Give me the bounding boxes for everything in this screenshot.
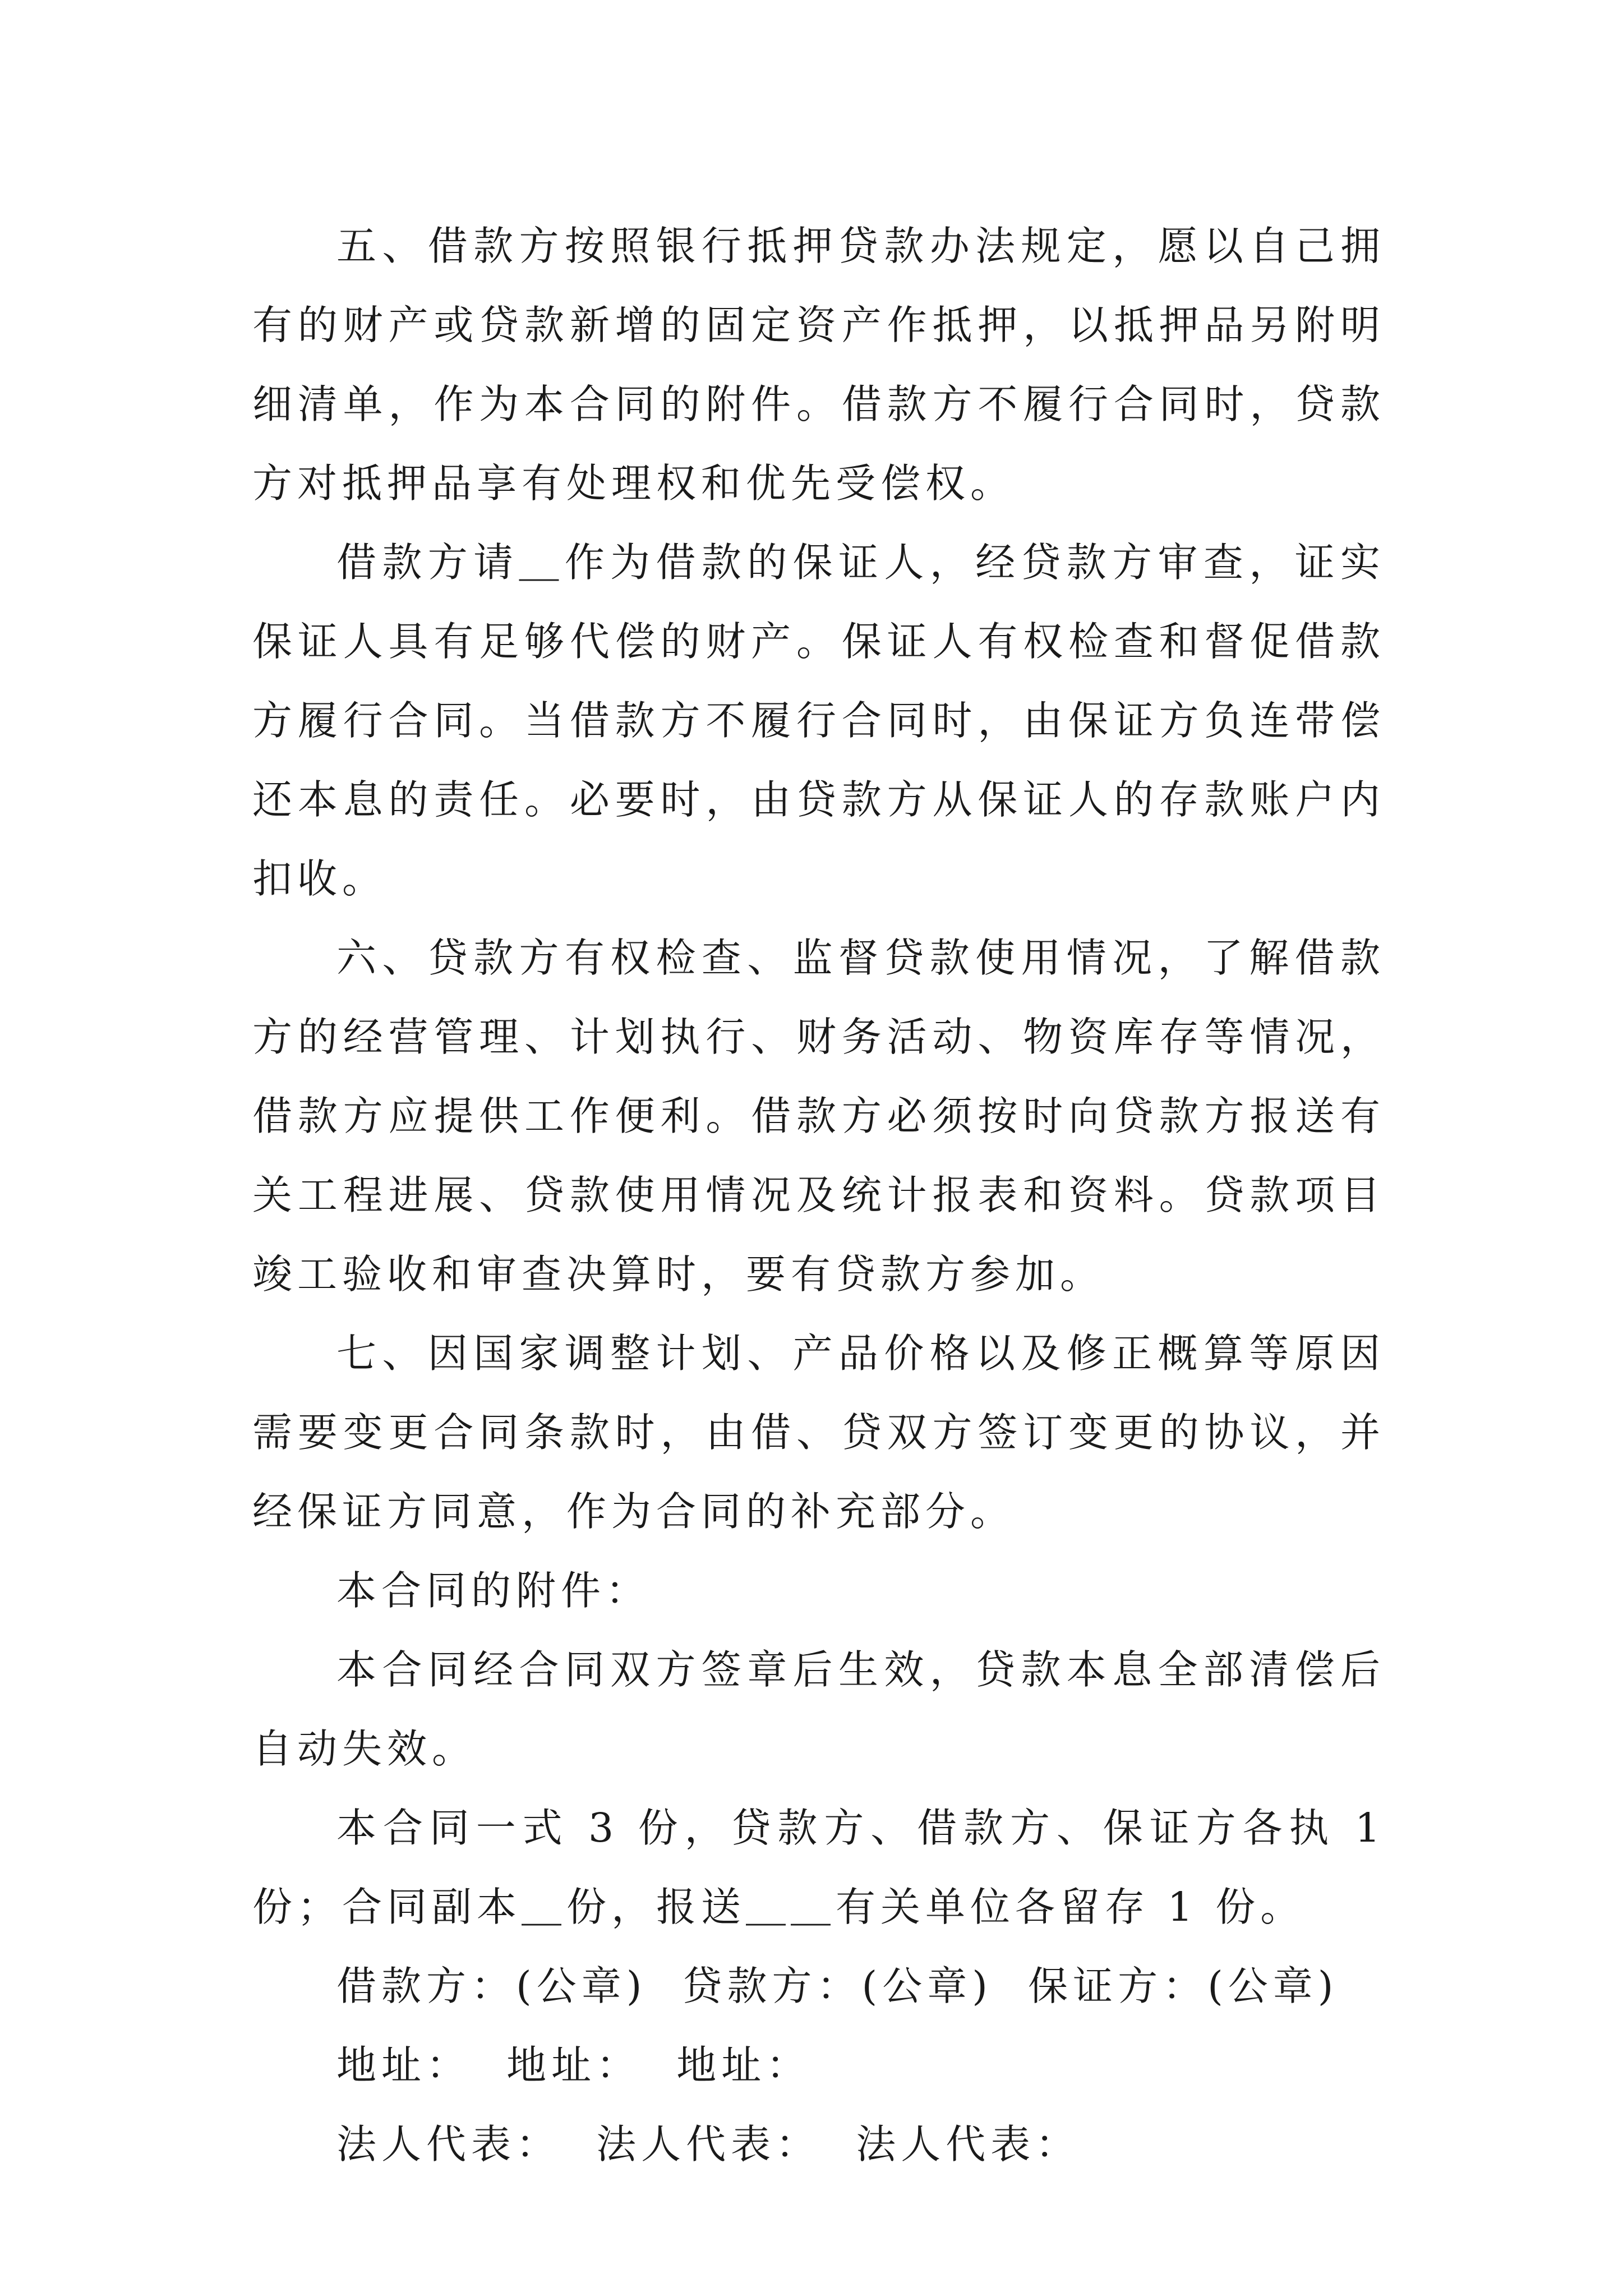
signature-seal-row: 借款方：(公章) 贷款方：(公章) 保证方：(公章) bbox=[336, 1963, 1339, 2009]
effectiveness-paragraph: 本合同经合同双方签章后生效，贷款本息全部清偿后自动失效。 bbox=[252, 1646, 1385, 1772]
clause-five-paragraph: 五、借款方按照银行抵押贷款办法规定，愿以自己拥有的财产或贷款新增的固定资产作抵押，以抵押品另附明细清单，作为本合同的附件。借款方不履行合同时，贷款方对抵押品享有处理权和优先受偿权。 bbox=[252, 223, 1385, 507]
contract-page bbox=[252, 206, 1385, 2184]
guarantor-paragraph: 借款方请＿作为借款的保证人，经贷款方审查，证实保证人具有足够代偿的财产。保证人有权检查和督促借款方履行合同。当借款方不履行合同时，由保证方负连带偿还本息的责任。必要时，由贷款方从保证人的存款账户内扣收。 bbox=[252, 539, 1385, 902]
signature-address-row: 地址： 地址： 地址： bbox=[336, 2042, 811, 2088]
attachments-paragraph: 本合同的附件： bbox=[336, 1567, 651, 1614]
signature-representative-row: 法人代表： 法人代表： 法人代表： bbox=[336, 2121, 1081, 2168]
clause-seven-paragraph: 七、因国家调整计划、产品价格以及修正概算等原因需要变更合同条款时，由借、贷双方签订变更的协议，并经保证方同意，作为合同的补充部分。 bbox=[252, 1330, 1385, 1535]
copies-paragraph: 本合同一式 3 份，贷款方、借款方、保证方各执 1 份；合同副本＿份，报送＿＿有关单位各留存 1 份。 bbox=[252, 1805, 1385, 1930]
clause-six-paragraph: 六、贷款方有权检查、监督贷款使用情况，了解借款方的经营管理、计划执行、财务活动、物资库存等情况，借款方应提供工作便利。借款方必须按时向贷款方报送有关工程进展、贷款使用情况及统计报表和资料。贷款项目竣工验收和审查决算时，要有贷款方参加。 bbox=[252, 935, 1385, 1297]
